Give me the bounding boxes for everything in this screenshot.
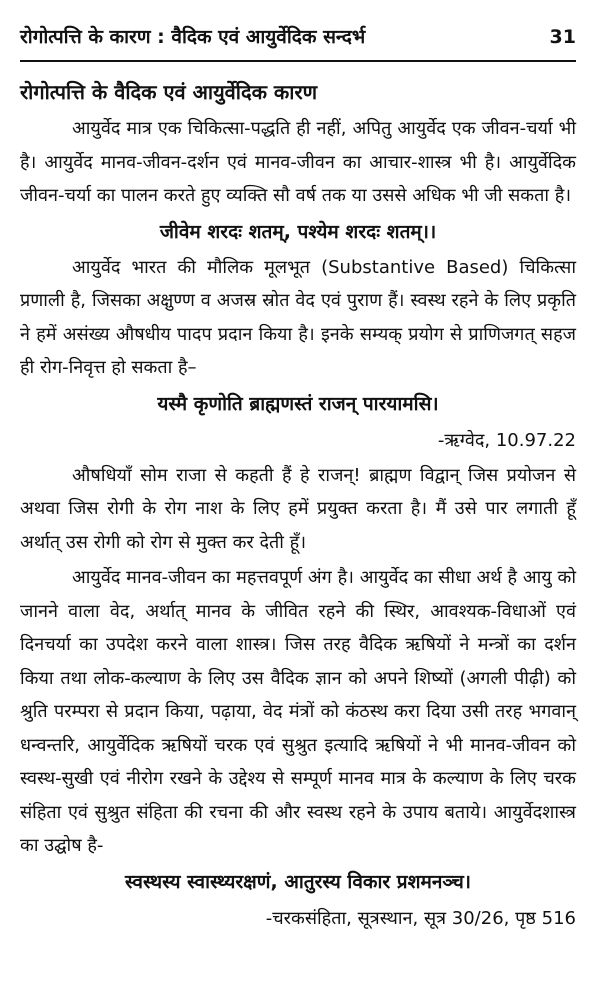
paragraph-2: आयुर्वेद भारत की मौलिक मूलभूत (Substantive Based) चिकित्सा प्रणाली है, जिसका अक्षुण्ण व अजस्र स्रोत वेद एवं पुराण हैं। स्वस्थ रहने के लिए प्रकृति ने हमें असंख्य औषधीय पादप प्रदान किया है। इनके सम्यक् प्रयोग से प्राणिजगत् सहज ही रोग-निवृत्त हो सकता है– [20,256,576,378]
running-header [20,20,576,54]
verse-2: यस्मै कृणोति ब्राह्मणस्तं राजन् पारयामसि। [157,392,439,415]
verse-1: जीवेम शरदः शतम्, पश्येम शरदः शतम्।। [159,220,437,243]
section-heading: रोगोत्पत्ति के वैदिक एवं आयुर्वेदिक कारण [20,80,318,104]
source-rigveda: -ऋग्वेद, 10.97.22 [437,429,576,451]
paragraph-4: आयुर्वेद मानव-जीवन का महत्तवपूर्ण अंग है। आयुर्वेद का सीधा अर्थ है आयु को जानने वाला वेद, अर्थात् मानव के जीवित रहने की स्थिर, आवश्यक-विधाओं एवं दिनचर्या का उपदेश करने वाला शास्त्र। जिस तरह वैदिक ऋषियों ने मन्त्रों का दर्शन किया तथा लोक-कल्याण के लिए उस वैदिक ज्ञान को अपने शिष्यों (अगली पीढ़ी) को श्रुति परम्परा से प्रदान किया, पढ़ाया, वेद मंत्रों को कंठस्थ करा दिया उसी तरह भगवान् धन्वन्तरि, आयुर्वेदिक ऋषियों चरक एवं सुश्रुत इत्यादि ऋषियों ने भी मानव-जीवन को स्वस्थ-सुखी एवं नीरोग रखने के उद्देश्य से सम्पूर्ण मानव मात्र के कल्याण के लिए चरक संहिता एवं सुश्रुत संहिता की रचना की और स्वस्थ रहने के उपाय बताये। आयुर्वेदशास्त्र का उद्घोष है- [20,567,576,856]
page-body [20,72,576,937]
header-rule [20,60,576,62]
verse-3: स्वस्थस्य स्वास्थ्यरक्षणं, आतुरस्य विकार प्रशमनञ्च। [125,870,471,893]
page-number: 31 [549,26,576,48]
source-charaka: -चरकसंहिता, सूत्रस्थान, सूत्र 30/26, पृष्ठ 516 [265,907,576,929]
running-title: रोगोत्पत्ति के कारण : वैदिक एवं आयुर्वेदिक सन्दर्भ [20,26,366,48]
paragraph-3: औषधियाँ सोम राजा से कहती हैं हे राजन्! ब्राह्मण विद्वान् जिस प्रयोजन से अथवा जिस रोगी के रोग नाश के लिए हमें प्रयुक्त करता है। मैं उसे पार लगाती हूँ अर्थात् उस रोगी को रोग से मुक्त कर देती हूँ। [20,464,576,553]
paragraph-1: आयुर्वेद मात्र एक चिकित्सा-पद्धति ही नहीं, अपितु आयुर्वेद एक जीवन-चर्या भी है। आयुर्वेद मानव-जीवन-दर्शन एवं मानव-जीवन का आचार-शास्त्र भी है। आयुर्वेदिक जीवन-चर्या का पालन करते हुए व्यक्ति सौ वर्ष तक या उससे अधिक भी जी सकता है। [20,118,576,206]
